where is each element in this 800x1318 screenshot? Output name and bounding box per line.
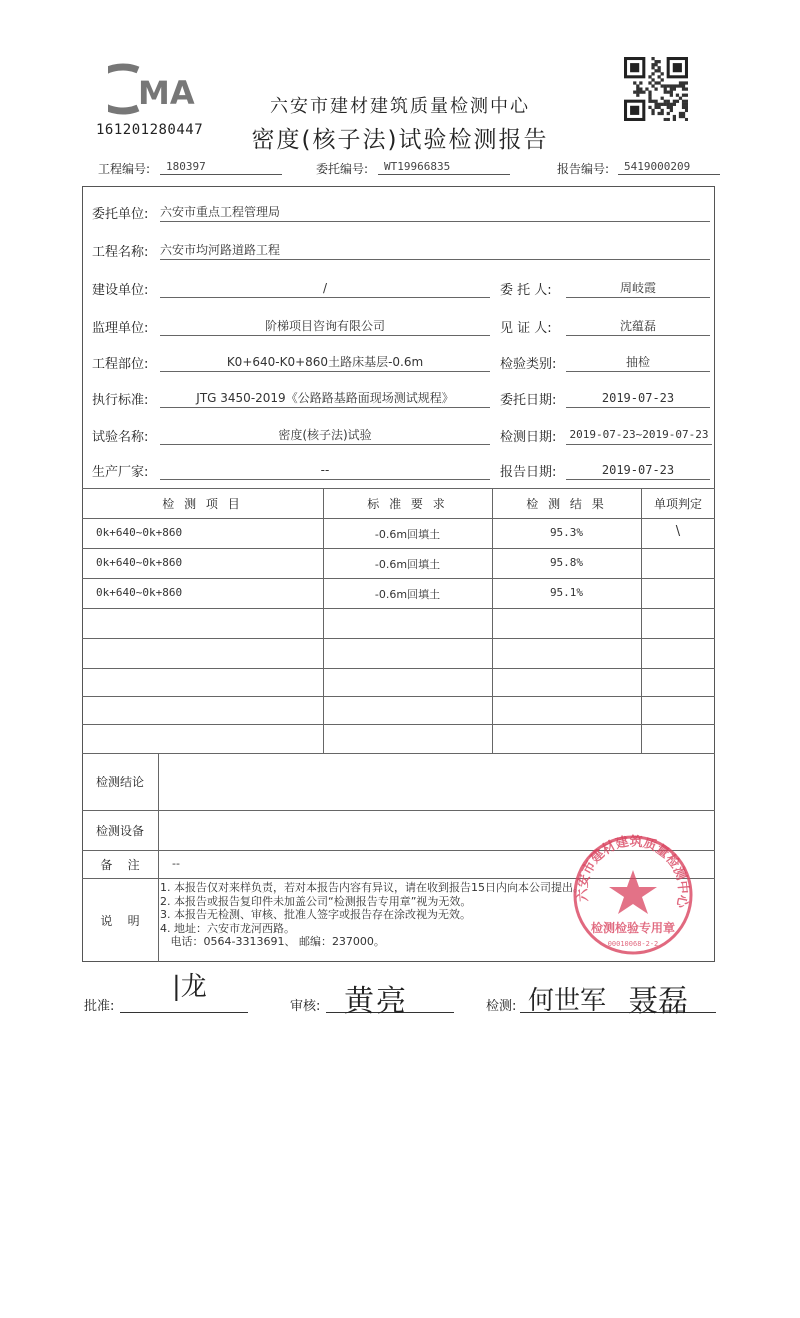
table-row-requirement: -0.6m回填土: [374, 528, 441, 541]
standard-label: 执行标准:: [92, 393, 149, 408]
inspect-type-label: 检验类别:: [500, 357, 557, 372]
report-date-value: 2019-07-23: [566, 461, 710, 480]
org-name: 六安市建材建筑质量检测中心: [270, 96, 530, 117]
col-header-result: 检 测 结 果: [526, 497, 607, 511]
grid-line: [158, 753, 159, 962]
test-date-value: 2019-07-23~2019-07-23: [566, 426, 712, 445]
cert-number: 161201280447: [96, 122, 204, 138]
part-value: K0+640-K0+860土路床基层-0.6m: [160, 353, 490, 372]
approve-signature: |龙: [172, 972, 207, 1002]
note-line: 3. 本报告无检测、审核、批准人签字或报告存在涂改视为无效。: [160, 908, 471, 921]
inspect-type-value: 抽检: [566, 353, 710, 372]
client-label: 委托单位:: [92, 207, 149, 222]
notes-list: [160, 881, 584, 949]
grid-line: [82, 724, 715, 725]
entrust-date-label: 委托日期:: [500, 393, 557, 408]
note-line: 电话：0564-3313691、 邮编：237000。: [160, 935, 385, 948]
grid-line: [82, 578, 715, 579]
table-row-requirement: -0.6m回填土: [374, 588, 441, 601]
grid-line: [82, 608, 715, 609]
entrust-no-label: 委托编号:: [316, 162, 369, 176]
note-line: 1. 本报告仅对来样负责，若对本报告内容有异议，请在收到报告15日内向本公司提出。: [160, 881, 584, 894]
table-row-item: 0k+640~0k+860: [96, 556, 183, 569]
report-no: 5419000209: [618, 160, 720, 175]
manufacturer-label: 生产厂家:: [92, 465, 149, 480]
test-label: 检测:: [486, 999, 517, 1014]
signature-line: [120, 1012, 248, 1013]
grid-line: [82, 810, 715, 811]
col-header-judgement: 单项判定: [653, 497, 702, 511]
test-name-value: 密度(核子法)试验: [160, 426, 490, 445]
grid-line: [82, 696, 715, 697]
test-date-label: 检测日期:: [500, 430, 557, 445]
grid-line: [82, 753, 715, 754]
entruster-value: 周岐霞: [566, 279, 710, 298]
table-row-judgement: \: [675, 524, 681, 539]
table-row-item: 0k+640~0k+860: [96, 526, 183, 539]
review-label: 审核:: [290, 999, 321, 1014]
cma-logo-text: MA: [138, 74, 195, 112]
project-label: 工程名称:: [92, 245, 149, 260]
col-header-requirement: 标 准 要 求: [367, 497, 448, 511]
table-row-requirement: -0.6m回填土: [374, 558, 441, 571]
stamp-serial: 00010068-2-2: [607, 940, 659, 948]
grid-line: [82, 638, 715, 639]
report-title: 密度(核子法)试验检测报告: [251, 127, 549, 153]
grid-line: [82, 548, 715, 549]
note-line: 4. 地址：六安市龙河西路。: [160, 921, 295, 935]
remark-label: 备 注: [100, 858, 140, 872]
approve-label: 批准:: [84, 999, 115, 1014]
grid-line: [82, 488, 715, 489]
grid-line: [82, 518, 715, 519]
note-line: 2. 本报告或报告复印件未加盖公司“检测报告专用章”视为无效。: [160, 894, 472, 908]
equipment-label: 检测设备: [95, 824, 144, 838]
tester-signature-2: 聂磊: [628, 984, 688, 1019]
entruster-label: 委 托 人:: [500, 283, 552, 298]
builder-value: /: [160, 279, 490, 298]
table-row-result: 95.8%: [549, 556, 584, 569]
entrust-date-value: 2019-07-23: [566, 389, 710, 408]
stamp-bottom-text: 检测检验专用章: [590, 921, 676, 935]
table-row-item: 0k+640~0k+860: [96, 586, 183, 599]
report-date-label: 报告日期:: [500, 465, 557, 480]
remark-value: --: [172, 857, 180, 870]
tester-signature-1: 何世军: [528, 986, 607, 1016]
review-signature: 黄亮: [344, 984, 408, 1019]
project-no-label: 工程编号:: [98, 162, 151, 176]
project-no: 180397: [160, 160, 282, 175]
supervisor-value: 阶梯项目咨询有限公司: [160, 317, 490, 336]
qr-code-icon: [624, 57, 688, 121]
part-label: 工程部位:: [92, 357, 149, 372]
project-value: 六安市均河路道路工程: [160, 241, 710, 260]
manufacturer-value: --: [160, 461, 490, 480]
col-header-item: 检 测 项 目: [162, 497, 243, 511]
entrust-no: WT19966835: [378, 160, 510, 175]
witness-value: 沈蕴磊: [566, 317, 710, 336]
grid-line: [82, 668, 715, 669]
conclusion-label: 检测结论: [95, 775, 144, 789]
test-name-label: 试验名称:: [92, 430, 149, 445]
witness-label: 见 证 人:: [500, 321, 552, 336]
report-no-label: 报告编号:: [557, 162, 610, 176]
table-row-result: 95.1%: [549, 586, 584, 599]
client-value: 六安市重点工程管理局: [160, 203, 710, 222]
notes-label: 说 明: [100, 914, 140, 928]
supervisor-label: 监理单位:: [92, 321, 149, 336]
star-icon: [609, 870, 657, 914]
table-row-result: 95.3%: [549, 526, 584, 539]
stamp-arc-text: 六安市建材建筑质量检测中心: [575, 834, 691, 910]
standard-value: JTG 3450-2019《公路路基路面现场测试规程》: [160, 389, 490, 408]
official-seal-stamp: [568, 830, 698, 960]
builder-label: 建设单位:: [92, 283, 149, 298]
